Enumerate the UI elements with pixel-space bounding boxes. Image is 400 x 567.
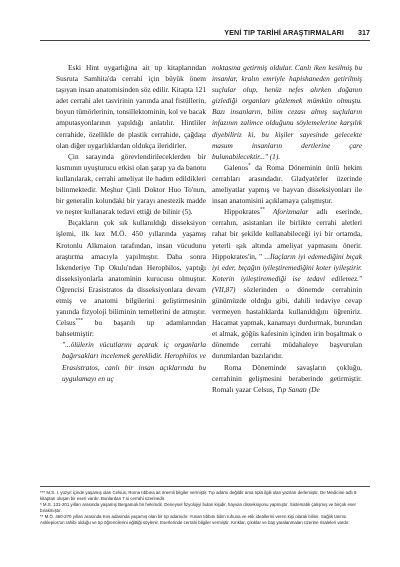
footnotes [40,486,370,526]
footnote-hippokrates: ** M.Ö. 460-370 yılları arasında Kos adasında yaşamış olan bir tıp adamıdır. Yunan tıbbını bilim ruhuna ve etik ideallerini veren kişi olarak bilinir. Sağlık tanrısı Asklepios'un rahibi olduğu ve tıp öğrencilerini eğittiği söylenir. Eserlerinde cerrahi bilgiler vermiştir. Kırıklar, çıkıklar ve baş yaralanmaları üzerine risaleleri vardır. [40,514,350,525]
footnote-galenos: * M.S. 131-201 yılları arasında yaşamış Bergamalı bir hekimdir. Deneysel fizyolojiyi bulan kişidir, hayvan disseksiyonu yapmıştır. Sistematik çalışmış ve birçok eser bırakmıştır. [40,502,357,513]
paragraph-susruta: Eski Hint uygarlığına ait tıp kitaplarından Susruta Samhita'da cerrahi için büyük önem taşıyan insan anatomisinden söz edilir. Kitapta 121 adet cerrahi alet tasvirinin yanında anal fistüllerin, boyun tümörlerinin, tonsillektominin, kol ve bacak amputasyonlarının yapıldığı anlatılır. Hintliler cerrahide, özellikle de plastik cerrahide, çağdaşı olan diğer uygarlıklardan oldukça ileridirler. [56,63,206,150]
footnote-celsus: *** M.S. I. yüzyıl içinde yaşamış olan Celsus, Roma tıbbına ait önemli bilgiler vermiştir. Tıp adamı değildir ama tıpla ilgili olan yazıları derlemiştir. De Medicine adlı 8 kitaptan oluşan bir eseri vardır. Bunlardan 7.si cerrahi üzerinedir. [40,490,357,501]
dissection-text-end: bu başarılı tıp adamlarından bahsetmiştir: [56,318,206,339]
hippokrates-quote: ...İlaçların iyi edemediğini bıçak iyi eder, bıçağın iyileştiremediğini koter iyileştirir. Koterin iyileştiremediği ise tedavi edilemez." (VII,87) [212,251,362,294]
celsus-book-title: Tıp Sanatı (De [274,384,320,394]
header-rule [40,40,370,41]
paragraph-dissection [56,217,206,339]
page-number: 317 [358,28,370,37]
paragraph-china: Çin sarayında görevlendirileceklerden bir kısmının uyuşturucu etkisi olan şarap ya da banotu kullanılarak, cerrahi ameliyat ile hadım edildikleri bilinmektedir. Meşhur Çinli Doktor Huo To'nun, bir generalin kolundaki bir yarayı anestezik madde ve neşter kullanarak tedavi ettiği de bilinir (5). [56,151,206,217]
running-header-title: YENİ TIP TARİHİ ARAŞTIRMALARI [224,28,344,37]
dissection-text: Bıçakların çok sık kullanıldığı disseksiyon işlemi, ilk kez M.Ö. 450 yıllarında yaşamış Krotonlu Alkmaion tarafından, insan vücudunu araştırma amacıyla yapılmıştır. Daha sonra İskenderiye Tıp Okulu'ndan Herophilos, yaptığı disseksiyonlarla anatominin kurucusu olmuştur. Öğrencisi Erasistratos da disseksiyonlara devam etmiş ve anatomi bilgilerini geliştirmesinin yanında fizyoloji biliminin temellerini de atmıştır. Celsus [56,218,206,328]
hippokrates-name: Hippokrates [224,207,260,217]
galenos-text: da Roma Döneminin ünlü hekim cerrahları arasındadır. Gladyatörler üzerinde ameliyatlar yapmış ve hayvan disseksiyonları ile insan anatomisini açıklamaya çalışmıştır. [212,162,362,206]
left-column [56,62,206,384]
paragraph-roma [212,362,362,395]
galenos-name: Galenos [224,162,249,172]
hippokrates-text: adlı eserinde, cerrahın, asistanları ile birlikte cerrahi aletleri rahat bir şekilde kullanabileceği iyi bir ortamda, yeterli ışık altında ameliyat yapmasını önerir. Hippokrates'in, " [212,207,362,261]
footnote-marker-hippokrates: ** [259,207,265,213]
right-column [212,62,362,395]
quote-celsus: "...ölülerin vücutlarını açarak iç organlarla bağırsakları incelemek gereklidir. Herophilos ve Erasistratos, canlı bir insan açıklarında bu uygulamayı en uç [62,340,206,383]
running-header [40,28,370,46]
hippokrates-text-end: sözlerinden o dönemde cerrahinin günümüzde olduğu gibi, dahili tedaviye cevap vermeyen hastalıklarda kullanıldığını öğreniriz. Hacamat yapmak, kanamayı durdurmak, burundan et almak, göğüs kafesinin içinden irin boşaltmak o dönemde cerrahi müdahaleye başvurulan durumlardan bazılarıdır. [212,284,362,361]
roma-text: Roma Döneminde savaşların çokluğu, cerrahinin gelişmesini beraberinde getirmiştir. Romalı yazar Celsus, [212,362,362,394]
paragraph-hippokrates [212,206,362,361]
quote-celsus-continued: noktasına getirmiş oldular. Canlı iken kesilmiş bu insanlar, kralın emriyle hapishaneden getirilmiş suçlular olup, henüz nefes alırken doğanın gizlediği organları gözlemek mümkün olmuştu. Bazı insanların, bilim cezası almış suçluların infazının zalimce olduğunu söylemelerine karşılık diyebiliriz ki, bu kişiler sayesinde gelecekte masum insanların dertlerine çare bulunabilecektir..." (1). [212,63,362,161]
paragraph-galenos [212,162,362,206]
footnote-marker-celsus: *** [75,318,84,324]
aphorisms-title: Aforizmalar [264,207,309,217]
footnote-marker-galenos: * [248,163,251,169]
